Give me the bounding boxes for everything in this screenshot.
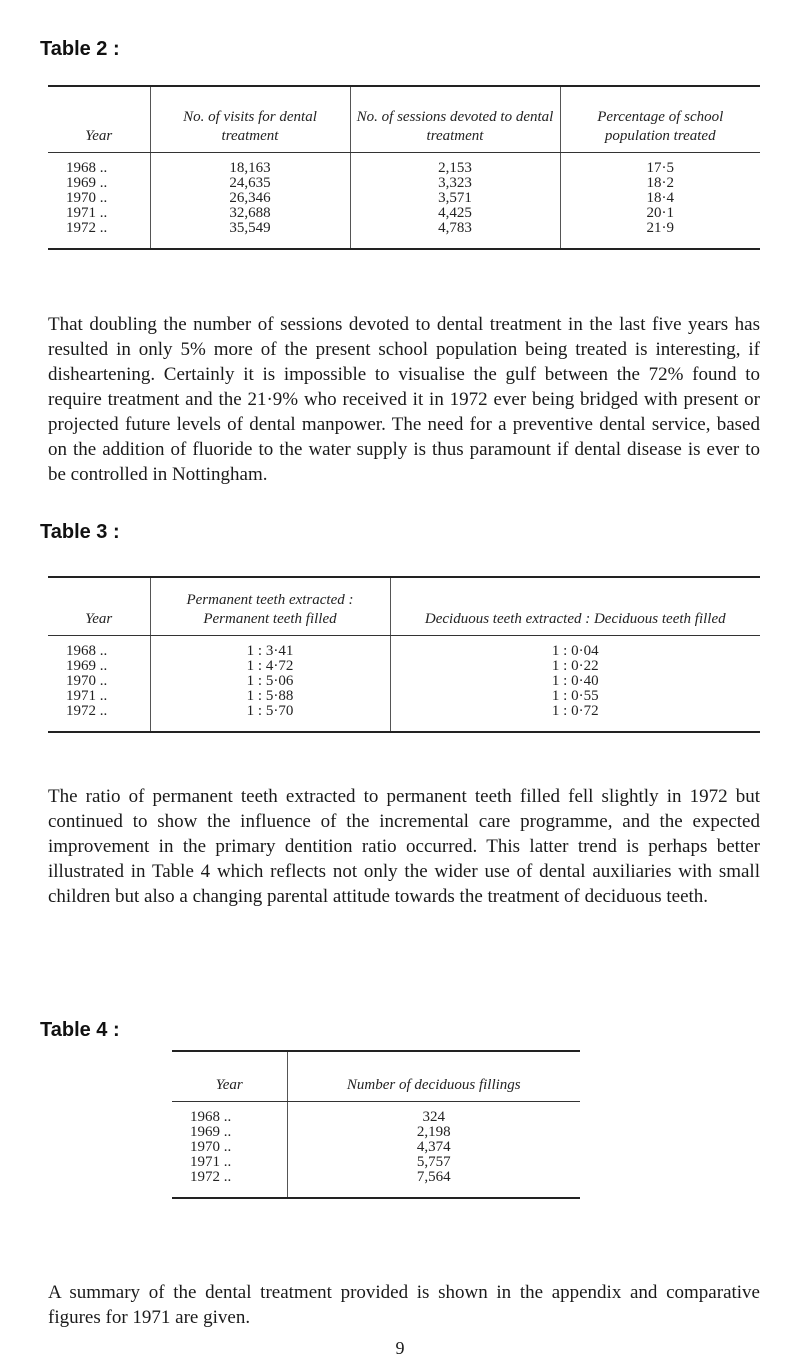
permanent-ratio-cell: 1 : 4·72 bbox=[150, 659, 390, 674]
table-row bbox=[48, 152, 760, 176]
paragraph-summary: A summary of the dental treatment provided is shown in the appendix and comparative figures for 1971 are given. bbox=[48, 1282, 760, 1328]
page-number: 9 bbox=[395, 1338, 405, 1358]
table3-header-year: Year bbox=[48, 577, 150, 635]
percentage-cell: 18·2 bbox=[560, 176, 760, 191]
fillings-cell: 4,374 bbox=[287, 1140, 580, 1155]
year-cell: 1972 .. bbox=[190, 1168, 232, 1185]
table-row bbox=[48, 659, 760, 674]
table-row bbox=[48, 674, 760, 689]
table-row bbox=[48, 206, 760, 221]
table-row bbox=[48, 221, 760, 249]
table4-header-year: Year bbox=[172, 1051, 287, 1101]
percentage-cell: 20·1 bbox=[560, 206, 760, 221]
percentage-cell: 17·5 bbox=[560, 152, 760, 176]
year-cell: 1969 .. bbox=[66, 174, 108, 191]
paragraph-sessions-analysis: That doubling the number of sessions devoted to dental treatment in the last five years has resulted in only 5% more of the present school population being treated is interesting, if disheartening. Certainly it is impossible to visualise the gulf between the 72% found to require treatment and the 21·9% who received it in 1972 ever being bridged with present or projected future levels of dental manpower. The need for a preventive dental service, based on the addition of fluoride to the water supply is thus paramount if dental disease is ever to be controlled in Nottingham. bbox=[48, 314, 760, 485]
fillings-cell: 2,198 bbox=[287, 1125, 580, 1140]
table2-header-sessions: No. of sessions devoted to dental treatment bbox=[350, 86, 560, 152]
permanent-ratio-cell: 1 : 5·70 bbox=[150, 704, 390, 732]
deciduous-ratio-cell: 1 : 0·04 bbox=[390, 635, 760, 659]
fillings-cell: 5,757 bbox=[287, 1155, 580, 1170]
permanent-ratio-cell: 1 : 3·41 bbox=[150, 635, 390, 659]
sessions-cell: 4,425 bbox=[350, 206, 560, 221]
year-cell: 1968 .. bbox=[66, 159, 108, 176]
year-cell: 1970 .. bbox=[66, 672, 108, 689]
year-cell: 1972 .. bbox=[66, 702, 108, 719]
year-cell: 1972 .. bbox=[66, 219, 108, 236]
visits-cell: 24,635 bbox=[150, 176, 350, 191]
table-row bbox=[172, 1155, 580, 1170]
table-row bbox=[48, 689, 760, 704]
percentage-cell: 18·4 bbox=[560, 191, 760, 206]
sessions-cell: 2,153 bbox=[350, 152, 560, 176]
table4-label: Table 4 : bbox=[40, 1019, 120, 1041]
year-cell: 1968 .. bbox=[66, 642, 108, 659]
sessions-cell: 4,783 bbox=[350, 221, 560, 249]
year-cell: 1968 .. bbox=[190, 1108, 232, 1125]
table2-header-percentage: Percentage of school population treated bbox=[560, 86, 760, 152]
table2-header-year: Year bbox=[48, 86, 150, 152]
table-row bbox=[48, 191, 760, 206]
table-row bbox=[48, 635, 760, 659]
sessions-cell: 3,571 bbox=[350, 191, 560, 206]
deciduous-ratio-cell: 1 : 0·22 bbox=[390, 659, 760, 674]
table-row bbox=[48, 176, 760, 191]
table-row bbox=[172, 1125, 580, 1140]
table2-header-visits: No. of visits for dental treatment bbox=[150, 86, 350, 152]
table3-header-deciduous-ratio: Deciduous teeth extracted : Deciduous teeth filled bbox=[390, 577, 760, 635]
visits-cell: 18,163 bbox=[150, 152, 350, 176]
table2 bbox=[48, 85, 760, 250]
permanent-ratio-cell: 1 : 5·06 bbox=[150, 674, 390, 689]
year-cell: 1971 .. bbox=[66, 687, 108, 704]
year-cell: 1971 .. bbox=[66, 204, 108, 221]
fillings-cell: 7,564 bbox=[287, 1170, 580, 1198]
year-cell: 1971 .. bbox=[190, 1153, 232, 1170]
deciduous-ratio-cell: 1 : 0·72 bbox=[390, 704, 760, 732]
year-cell: 1969 .. bbox=[66, 657, 108, 674]
year-cell: 1970 .. bbox=[190, 1138, 232, 1155]
paragraph-ratio-analysis: The ratio of permanent teeth extracted to permanent teeth filled fell slightly in 1972 but continued to show the influence of the incremental care programme, and the expected improvement in the primary dentition ratio occurred. This latter trend is perhaps better illustrated in Table 4 which reflects not only the wider use of dental auxiliaries with small children but also a changing parental attitude towards the treatment of deciduous teeth. bbox=[48, 786, 760, 907]
visits-cell: 35,549 bbox=[150, 221, 350, 249]
percentage-cell: 21·9 bbox=[560, 221, 760, 249]
table3 bbox=[48, 576, 760, 733]
year-cell: 1970 .. bbox=[66, 189, 108, 206]
fillings-cell: 324 bbox=[287, 1101, 580, 1125]
table-row bbox=[172, 1101, 580, 1125]
table4-header-fillings: Number of deciduous fillings bbox=[287, 1051, 580, 1101]
table-row bbox=[172, 1170, 580, 1198]
table-row bbox=[172, 1140, 580, 1155]
deciduous-ratio-cell: 1 : 0·40 bbox=[390, 674, 760, 689]
permanent-ratio-cell: 1 : 5·88 bbox=[150, 689, 390, 704]
sessions-cell: 3,323 bbox=[350, 176, 560, 191]
table4 bbox=[172, 1050, 580, 1199]
visits-cell: 26,346 bbox=[150, 191, 350, 206]
table-row bbox=[48, 704, 760, 732]
visits-cell: 32,688 bbox=[150, 206, 350, 221]
table2-label: Table 2 : bbox=[40, 38, 120, 60]
table3-label: Table 3 : bbox=[40, 521, 120, 543]
deciduous-ratio-cell: 1 : 0·55 bbox=[390, 689, 760, 704]
year-cell: 1969 .. bbox=[190, 1123, 232, 1140]
table3-header-permanent-ratio: Permanent teeth extracted : Permanent teeth filled bbox=[150, 577, 390, 635]
